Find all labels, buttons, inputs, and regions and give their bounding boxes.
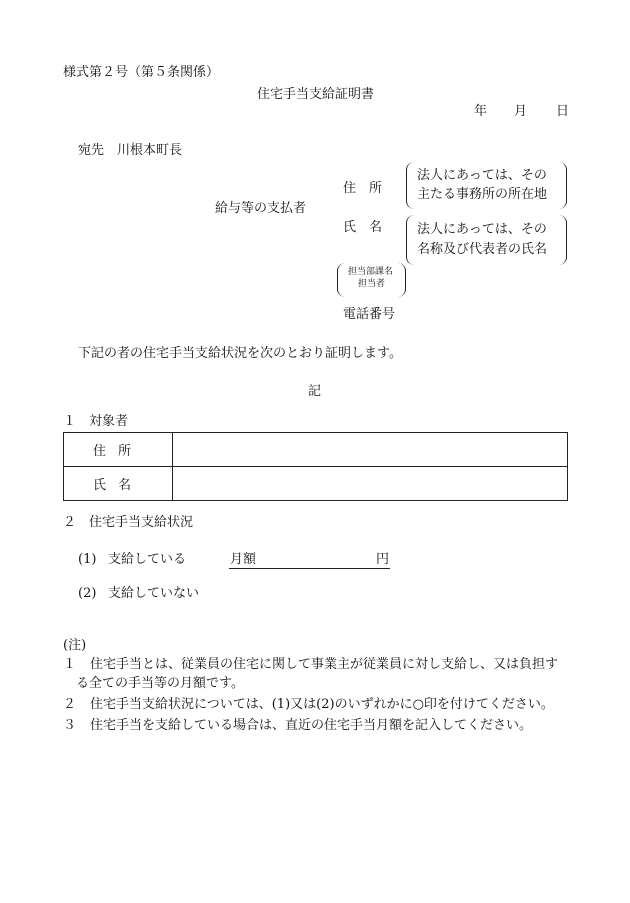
note3-number: ３ bbox=[63, 718, 77, 733]
contact-person-label: 担当者 bbox=[358, 279, 386, 289]
table-cell-name-label: 氏名 bbox=[64, 467, 173, 501]
note1-line1: 住宅手当とは、従業員の住宅に関して事業主が従業員に対し支給し、又は負担す bbox=[90, 657, 559, 672]
section2-heading: ２ 住宅手当支給状況 bbox=[63, 515, 194, 530]
phone-label: 電話番号 bbox=[343, 307, 396, 322]
payer-address-label: 住 所 bbox=[343, 181, 383, 196]
contact-note-bracket bbox=[337, 263, 406, 297]
note1-number: １ bbox=[63, 657, 77, 672]
address-note-bracket bbox=[406, 162, 567, 209]
date-day-label: 日 bbox=[556, 104, 570, 119]
address-note-line2: 主たる事務所の所在地 bbox=[417, 187, 548, 202]
yen-unit: 円 bbox=[376, 552, 390, 567]
note2-line1: 住宅手当支給状況については、(1)又は(2)のいずれかに○印を付けてください。 bbox=[90, 697, 554, 712]
table-row bbox=[64, 433, 568, 467]
table-row bbox=[64, 467, 568, 501]
monthly-amount-underline bbox=[229, 568, 390, 569]
table-cell-address-label: 住所 bbox=[64, 433, 173, 467]
document-title: 住宅手当支給証明書 bbox=[257, 87, 375, 102]
target-person-table bbox=[63, 432, 568, 501]
payer-name-label: 氏 名 bbox=[343, 220, 383, 235]
name-note-line2: 名称及び代表者の氏名 bbox=[417, 242, 548, 257]
name-note-line1: 法人にあっては、その bbox=[417, 222, 547, 237]
option1-number: (1) bbox=[78, 552, 97, 567]
option2-text: 支給していない bbox=[108, 586, 200, 601]
name-note-bracket bbox=[406, 215, 567, 265]
section1-heading: １ 対象者 bbox=[63, 414, 129, 429]
date-year-label: 年 bbox=[474, 104, 488, 119]
address-note-line1: 法人にあっては、その bbox=[417, 168, 547, 183]
note3-line1: 住宅手当を支給している場合は、直近の住宅手当月額を記入してください。 bbox=[90, 718, 533, 733]
ki-marker: 記 bbox=[308, 384, 322, 399]
table-cell-address-value[interactable] bbox=[173, 433, 568, 467]
date-month-label: 月 bbox=[514, 104, 528, 119]
option2-number: (2) bbox=[78, 586, 97, 601]
monthly-amount-label: 月額 bbox=[230, 552, 257, 567]
addressee: 宛先 川根本町長 bbox=[78, 143, 183, 158]
form-number: 様式第２号（第５条関係） bbox=[63, 65, 220, 80]
contact-dept-label: 担当部課名 bbox=[348, 267, 394, 277]
option1-text: 支給している bbox=[108, 552, 187, 567]
table-cell-name-value[interactable] bbox=[173, 467, 568, 501]
note1-line2: る全ての手当等の月額です。 bbox=[76, 676, 244, 691]
statement: 下記の者の住宅手当支給状況を次のとおり証明します。 bbox=[78, 346, 402, 361]
payer-label: 給与等の支払者 bbox=[215, 201, 307, 216]
notes-heading: (注) bbox=[63, 638, 87, 653]
note2-number: ２ bbox=[63, 697, 77, 712]
